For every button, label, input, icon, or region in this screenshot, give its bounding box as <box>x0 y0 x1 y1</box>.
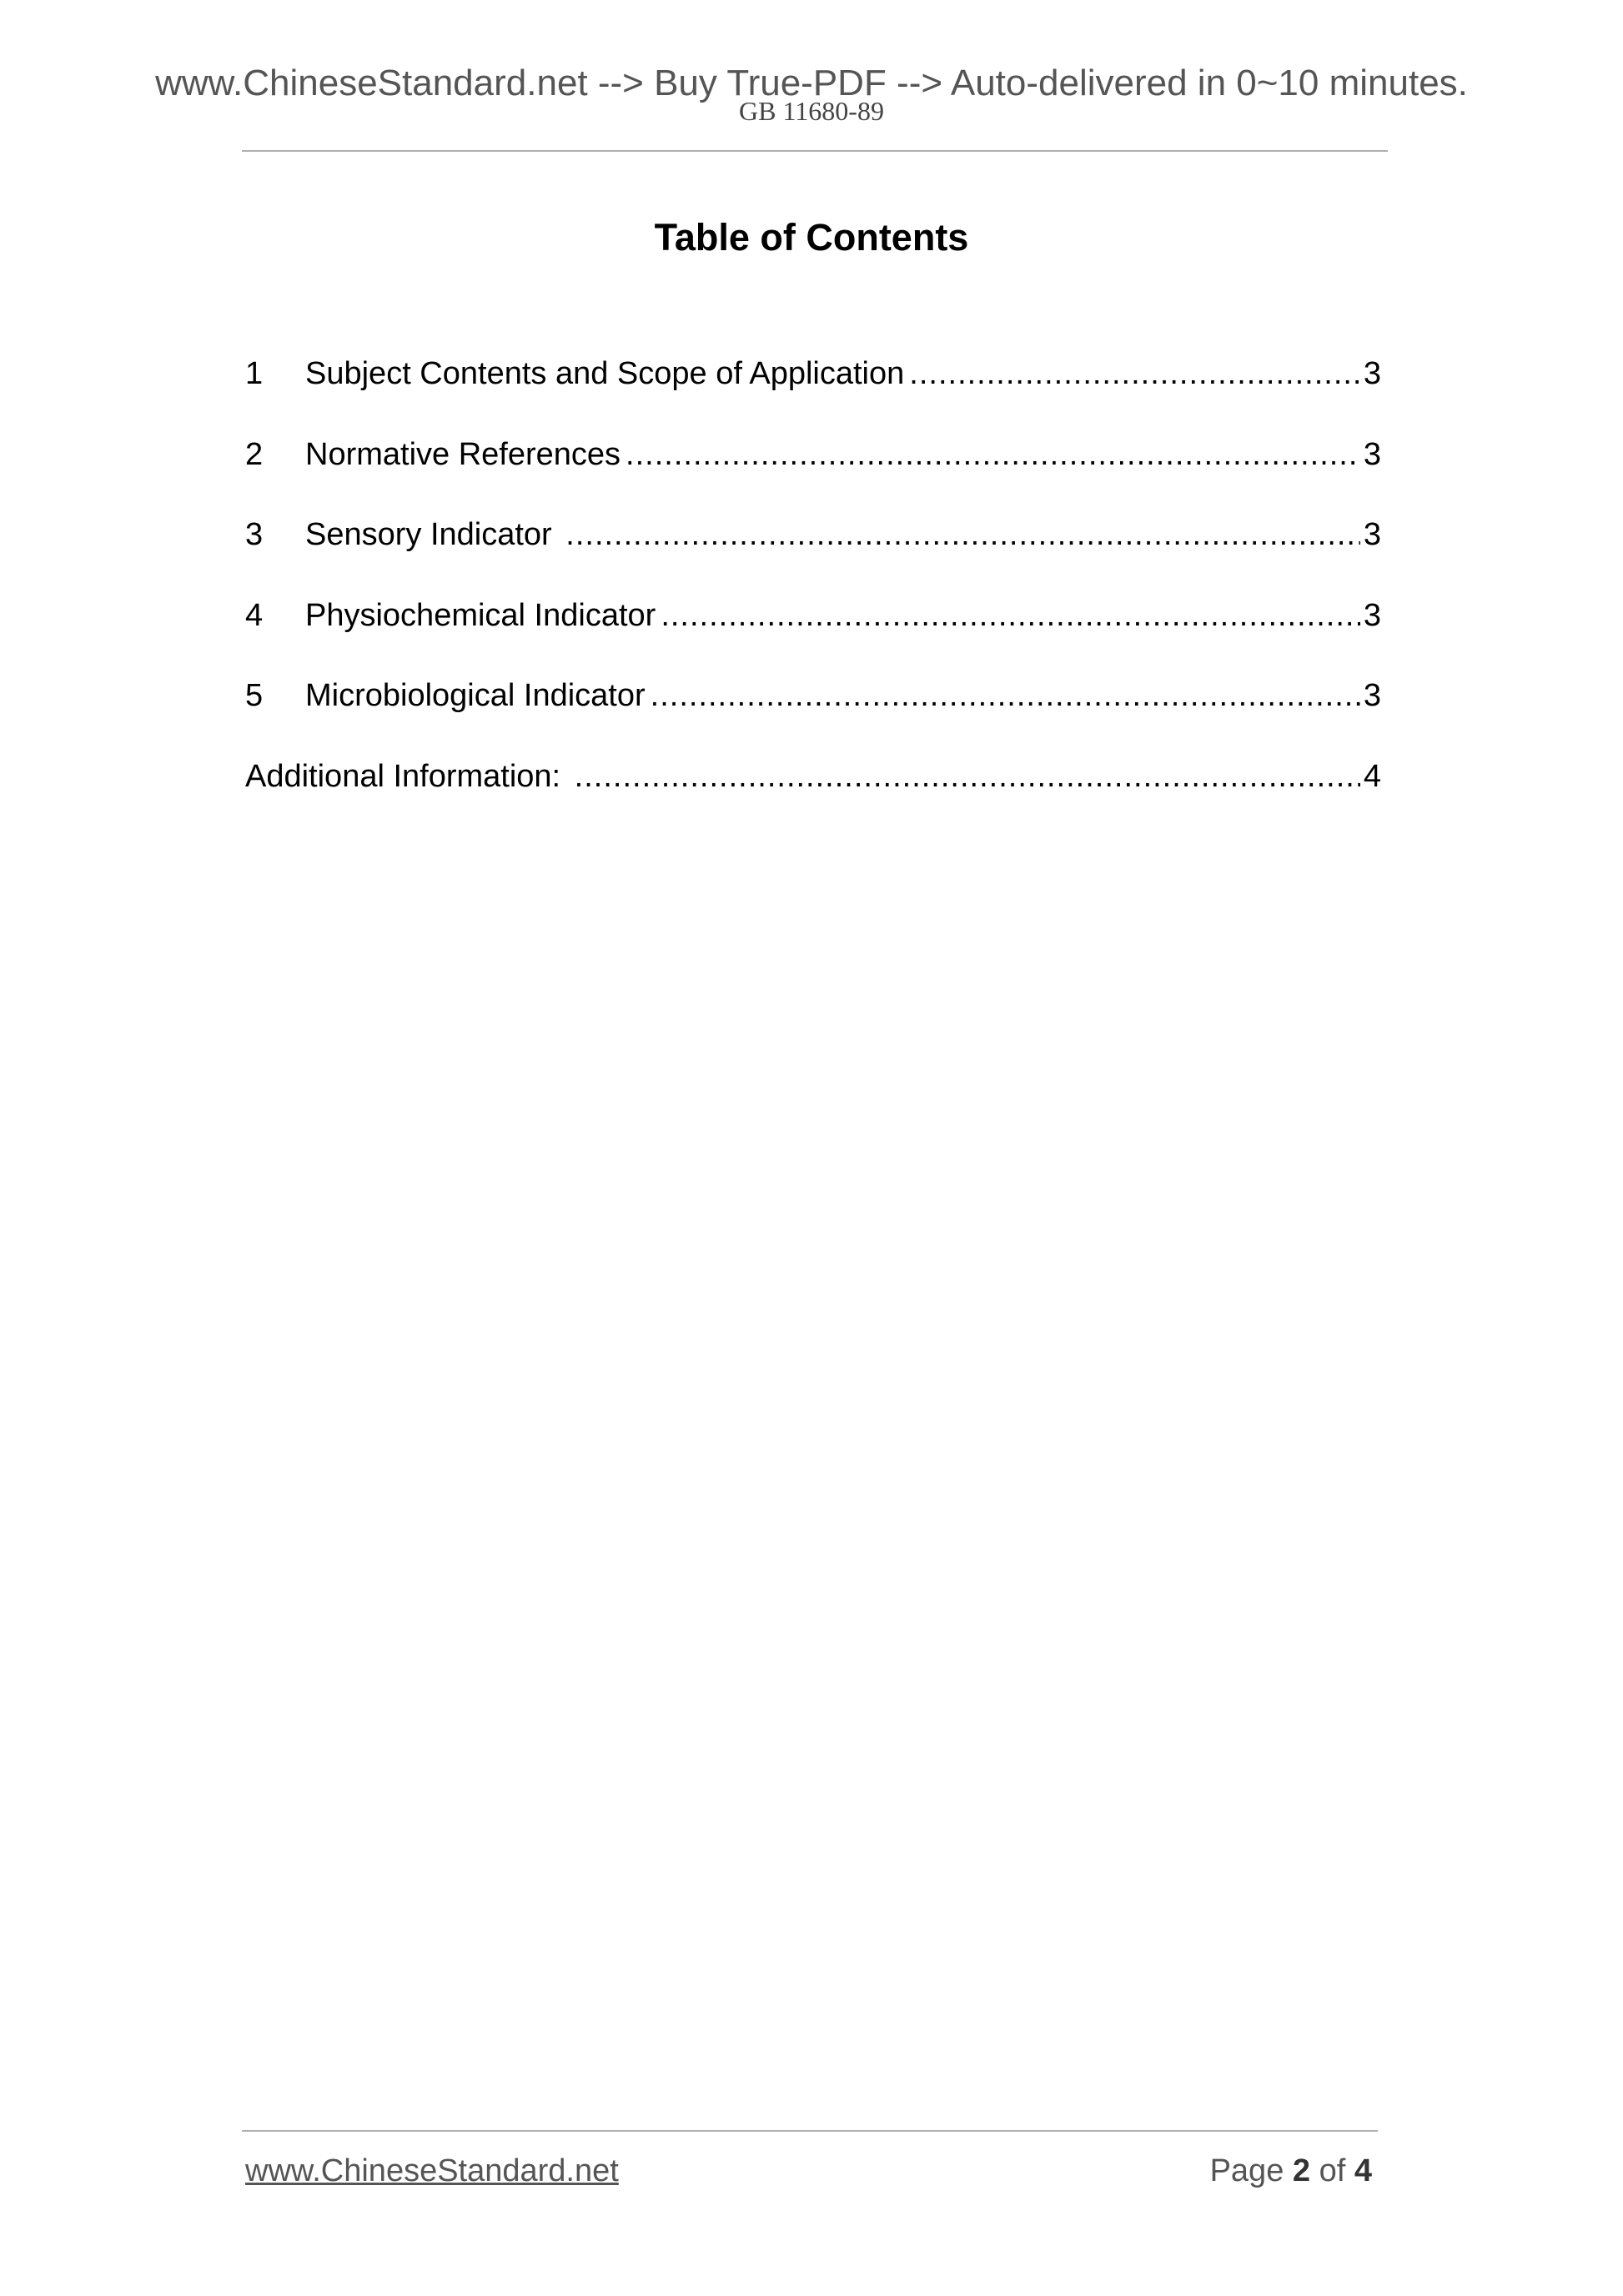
toc-entry-page: 4 <box>1363 758 1381 794</box>
toc-title: Table of Contents <box>654 216 969 259</box>
toc-entry-number: 1 <box>245 356 264 391</box>
toc-entry-number: 3 <box>245 517 264 552</box>
table-of-contents <box>245 350 1381 833</box>
toc-entry-number: 5 <box>245 678 264 713</box>
toc-entry-page: 3 <box>1363 597 1381 633</box>
toc-entry-number: 2 <box>245 436 264 472</box>
page-word: Page <box>1209 2153 1284 2188</box>
toc-leader-dots <box>626 431 1360 478</box>
toc-entry-4[interactable] <box>245 592 1381 673</box>
toc-entry-page: 3 <box>1363 356 1381 391</box>
header-divider <box>242 150 1388 152</box>
toc-entry-5[interactable] <box>245 672 1381 753</box>
toc-entry-page: 3 <box>1363 517 1381 552</box>
toc-entry-2[interactable] <box>245 431 1381 512</box>
footer-site-link[interactable]: www.ChineseStandard.net <box>245 2153 619 2188</box>
toc-entry-page: 3 <box>1363 678 1381 713</box>
current-page-number: 2 <box>1292 2153 1311 2188</box>
page-of-word: of <box>1319 2153 1346 2188</box>
total-page-count: 4 <box>1354 2153 1372 2188</box>
toc-entry-label: Additional Information: <box>245 758 570 794</box>
toc-entry-label: Normative References <box>305 436 621 472</box>
toc-entry-additional-information[interactable] <box>245 753 1381 834</box>
toc-entry-number: 4 <box>245 597 264 633</box>
toc-entry-3[interactable] <box>245 511 1381 592</box>
toc-leader-dots <box>565 511 1360 558</box>
toc-leader-dots <box>661 592 1360 639</box>
toc-entry-1[interactable] <box>245 350 1381 431</box>
toc-entry-label: Subject Contents and Scope of Application <box>305 356 905 391</box>
document-code: GB 11680-89 <box>739 96 884 126</box>
toc-leader-dots <box>575 753 1360 800</box>
footer-page-indicator <box>1210 2155 1372 2187</box>
footer-divider <box>242 2130 1378 2132</box>
toc-entry-label: Physiochemical Indicator <box>305 597 656 633</box>
toc-entry-label: Microbiological Indicator <box>305 678 646 713</box>
top-banner[interactable]: www.ChineseStandard.net --> Buy True-PDF --> Auto-delivered in 0~10 minutes. <box>155 63 1468 103</box>
toc-entry-label: Sensory Indicator <box>305 517 561 552</box>
toc-entry-page: 3 <box>1363 436 1381 472</box>
toc-leader-dots <box>909 350 1360 397</box>
toc-leader-dots <box>651 672 1360 719</box>
